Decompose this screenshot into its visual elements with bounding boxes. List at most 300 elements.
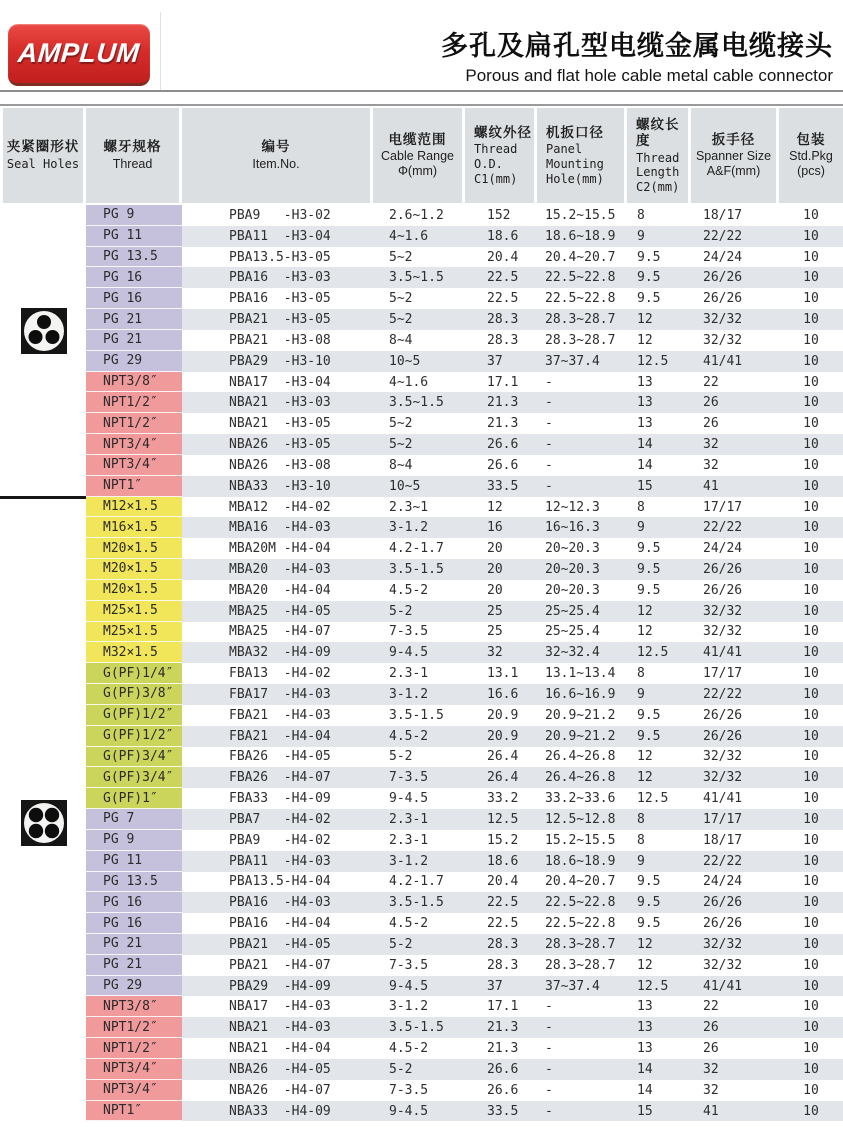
spanner-size-cell: 22/22	[703, 228, 743, 244]
std-pkg-cell: 10	[803, 916, 819, 932]
std-pkg-cell: 10	[803, 437, 819, 453]
table-row	[86, 455, 843, 476]
cable-range-cell: 7-3.5	[389, 1082, 429, 1098]
std-pkg-cell: 10	[803, 561, 819, 577]
std-pkg-cell: 10	[803, 957, 819, 973]
thread-od-cell: 20.4	[487, 249, 519, 265]
table-row	[86, 976, 843, 997]
std-pkg-cell: 10	[803, 1103, 819, 1119]
thread-spec-cell: PG 13.5	[86, 872, 182, 893]
item-no-cell: FBA13 -H4-02	[229, 666, 331, 682]
column-header-en: Thread	[636, 150, 680, 165]
thread-length-cell: 13	[637, 416, 653, 432]
item-no-cell: PBA16 -H4-03	[229, 895, 331, 911]
thread-length-cell: 13	[637, 999, 653, 1015]
thread-spec-cell: G(PF)1/4″	[86, 663, 182, 684]
item-no-cell: PBA9 -H3-02	[229, 207, 331, 223]
spanner-size-cell: 24/24	[703, 541, 743, 557]
panel-hole-cell: 15.2~15.5	[545, 207, 616, 223]
spanner-size-cell: 22/22	[703, 520, 743, 536]
panel-hole-cell: 18.6~18.9	[545, 853, 616, 869]
thread-od-cell: 18.6	[487, 228, 519, 244]
cable-range-cell: 5~2	[389, 312, 413, 328]
page-titles	[441, 24, 833, 86]
table-row	[86, 517, 843, 538]
panel-hole-cell: -	[545, 395, 553, 411]
thread-length-cell: 12.5	[637, 978, 669, 994]
cable-range-cell: 3-1.2	[389, 853, 429, 869]
thread-spec-cell: PG 16	[86, 913, 182, 934]
std-pkg-cell: 10	[803, 416, 819, 432]
panel-hole-cell: 12.5~12.8	[545, 811, 616, 827]
thread-length-cell: 12	[637, 312, 653, 328]
std-pkg-cell: 10	[803, 874, 819, 890]
thread-od-cell: 12	[487, 499, 503, 515]
thread-od-cell: 26.4	[487, 770, 519, 786]
thread-od-cell: 13.1	[487, 666, 519, 682]
table-row	[86, 830, 843, 851]
table-row	[86, 705, 843, 726]
table-row	[86, 413, 843, 434]
thread-spec-cell: PG 21	[86, 330, 182, 351]
item-no-cell: PBA13.5-H4-04	[229, 874, 331, 890]
thread-od-cell: 28.3	[487, 936, 519, 952]
thread-spec-cell: M25×1.5	[86, 601, 182, 622]
spanner-size-cell: 32/32	[703, 936, 743, 952]
column-header-en: Φ(mm)	[397, 164, 438, 179]
thread-od-cell: 28.3	[487, 312, 519, 328]
column-header-en: Panel	[546, 142, 583, 157]
cable-range-cell: 10~5	[389, 478, 421, 494]
thread-length-cell: 9.5	[637, 561, 661, 577]
std-pkg-cell: 10	[803, 457, 819, 473]
column-header-5	[537, 108, 627, 203]
item-no-cell: NBA26 -H3-05	[229, 437, 331, 453]
thread-spec-cell: PG 11	[86, 226, 182, 247]
spanner-size-cell: 32/32	[703, 770, 743, 786]
column-header-en: C2(mm)	[636, 179, 680, 194]
panel-hole-cell: 20.9~21.2	[545, 707, 616, 723]
seal-4-hole-icon	[21, 800, 67, 846]
item-no-cell: PBA29 -H3-10	[229, 353, 331, 369]
thread-spec-cell: G(PF)3/4″	[86, 747, 182, 768]
std-pkg-cell: 10	[803, 832, 819, 848]
thread-length-cell: 9.5	[637, 249, 661, 265]
cable-range-cell: 5~2	[389, 249, 413, 265]
thread-spec-cell: NPT3/4″	[86, 434, 182, 455]
item-no-cell: FBA21 -H4-04	[229, 728, 331, 744]
cable-range-cell: 4.5-2	[389, 1041, 429, 1057]
column-header-2	[182, 108, 373, 203]
cable-range-cell: 3-1.2	[389, 520, 429, 536]
spanner-size-cell: 22/22	[703, 853, 743, 869]
table-row	[86, 996, 843, 1017]
column-header-en: C1(mm)	[474, 171, 518, 186]
item-no-cell: MBA25 -H4-05	[229, 603, 331, 619]
table-row	[86, 497, 843, 518]
std-pkg-cell: 10	[803, 1020, 819, 1036]
table-row	[86, 476, 843, 497]
thread-spec-cell: PG 21	[86, 955, 182, 976]
item-no-cell: FBA17 -H4-03	[229, 686, 331, 702]
product-table	[0, 205, 843, 1123]
column-header-en: Thread	[112, 156, 153, 171]
table-header-row	[0, 108, 843, 203]
thread-od-cell: 33.5	[487, 478, 519, 494]
cable-range-cell: 7-3.5	[389, 624, 429, 640]
thread-od-cell: 22.5	[487, 270, 519, 286]
thread-length-cell: 12	[637, 957, 653, 973]
thread-length-cell: 12	[637, 770, 653, 786]
column-header-en: A&F(mm)	[706, 164, 761, 179]
std-pkg-cell: 10	[803, 1082, 819, 1098]
cable-range-cell: 4~1.6	[389, 374, 429, 390]
panel-hole-cell: 28.3~28.7	[545, 312, 616, 328]
panel-hole-cell: 26.4~26.8	[545, 749, 616, 765]
thread-od-cell: 26.6	[487, 1082, 519, 1098]
panel-hole-cell: 22.5~22.8	[545, 291, 616, 307]
column-header-en: Thread	[474, 142, 518, 157]
std-pkg-cell: 10	[803, 603, 819, 619]
thread-spec-cell: NPT3/8″	[86, 996, 182, 1017]
cable-range-cell: 8~4	[389, 332, 413, 348]
std-pkg-cell: 10	[803, 249, 819, 265]
thread-length-cell: 13	[637, 374, 653, 390]
spanner-size-cell: 41/41	[703, 791, 743, 807]
table-body	[86, 205, 843, 1121]
table-row	[86, 247, 843, 268]
thread-length-cell: 9.5	[637, 707, 661, 723]
panel-hole-cell: -	[545, 416, 553, 432]
item-no-cell: NBA26 -H4-07	[229, 1082, 331, 1098]
std-pkg-cell: 10	[803, 749, 819, 765]
column-header-en: (pcs)	[797, 164, 825, 179]
table-row	[86, 1038, 843, 1059]
thread-length-cell: 13	[637, 1020, 653, 1036]
amplum-logo-text: AMPLUM	[16, 38, 142, 68]
std-pkg-cell: 10	[803, 999, 819, 1015]
cable-range-cell: 3.5~1.5	[389, 395, 444, 411]
panel-hole-cell: -	[545, 1103, 553, 1119]
column-header-1	[86, 108, 182, 203]
column-header-6	[627, 108, 691, 203]
table-row	[86, 1059, 843, 1080]
cable-range-cell: 5-2	[389, 936, 413, 952]
item-no-cell: NBA26 -H3-08	[229, 457, 331, 473]
spanner-size-cell: 26	[703, 1020, 719, 1036]
panel-hole-cell: 20~20.3	[545, 541, 600, 557]
spanner-size-cell: 24/24	[703, 874, 743, 890]
thread-od-cell: 21.3	[487, 395, 519, 411]
thread-length-cell: 12.5	[637, 791, 669, 807]
column-header-zh: 包装	[796, 131, 826, 147]
spanner-size-cell: 26/26	[703, 728, 743, 744]
thread-length-cell: 9.5	[637, 895, 661, 911]
item-no-cell: PBA16 -H3-05	[229, 291, 331, 307]
thread-od-cell: 21.3	[487, 1041, 519, 1057]
thread-length-cell: 14	[637, 1061, 653, 1077]
item-no-cell: NBA17 -H4-03	[229, 999, 331, 1015]
table-row	[86, 1080, 843, 1101]
thread-spec-cell: NPT3/4″	[86, 1059, 182, 1080]
thread-spec-cell: G(PF)1/2″	[86, 705, 182, 726]
thread-od-cell: 32	[487, 645, 503, 661]
cable-range-cell: 4~1.6	[389, 228, 429, 244]
thread-od-cell: 37	[487, 978, 503, 994]
panel-hole-cell: 37~37.4	[545, 978, 600, 994]
item-no-cell: FBA21 -H4-03	[229, 707, 331, 723]
panel-hole-cell: 20.4~20.7	[545, 874, 616, 890]
seal-3-hole-icon	[21, 308, 67, 354]
thread-od-cell: 33.5	[487, 1103, 519, 1119]
std-pkg-cell: 10	[803, 791, 819, 807]
panel-hole-cell: -	[545, 437, 553, 453]
panel-hole-cell: -	[545, 999, 553, 1015]
spanner-size-cell: 32/32	[703, 312, 743, 328]
panel-hole-cell: 22.5~22.8	[545, 916, 616, 932]
thread-od-cell: 20	[487, 561, 503, 577]
cable-range-cell: 7-3.5	[389, 770, 429, 786]
thread-od-cell: 25	[487, 624, 503, 640]
std-pkg-cell: 10	[803, 541, 819, 557]
spanner-size-cell: 26	[703, 1041, 719, 1057]
thread-length-cell: 9	[637, 520, 645, 536]
std-pkg-cell: 10	[803, 332, 819, 348]
table-row	[86, 955, 843, 976]
std-pkg-cell: 10	[803, 686, 819, 702]
thread-spec-cell: NPT1/2″	[86, 413, 182, 434]
thread-od-cell: 17.1	[487, 374, 519, 390]
std-pkg-cell: 10	[803, 728, 819, 744]
item-no-cell: NBA21 -H4-03	[229, 1020, 331, 1036]
table-row	[86, 872, 843, 893]
panel-hole-cell: 22.5~22.8	[545, 270, 616, 286]
thread-length-cell: 8	[637, 832, 645, 848]
spanner-size-cell: 41	[703, 1103, 719, 1119]
thread-od-cell: 15.2	[487, 832, 519, 848]
thread-spec-cell: G(PF)1/2″	[86, 726, 182, 747]
item-no-cell: NBA21 -H4-04	[229, 1041, 331, 1057]
item-no-cell: PBA21 -H3-08	[229, 332, 331, 348]
thread-od-cell: 22.5	[487, 916, 519, 932]
cable-range-cell: 3.5-1.5	[389, 561, 444, 577]
table-row	[86, 434, 843, 455]
column-header-en: Mounting	[546, 156, 604, 171]
column-header-en: Seal Holes	[6, 156, 80, 171]
panel-hole-cell: -	[545, 1061, 553, 1077]
std-pkg-cell: 10	[803, 707, 819, 723]
thread-spec-cell: PG 16	[86, 267, 182, 288]
table-row	[86, 559, 843, 580]
panel-hole-cell: 15.2~15.5	[545, 832, 616, 848]
table-row	[86, 205, 843, 226]
table-row	[86, 851, 843, 872]
cable-range-cell: 5~2	[389, 437, 413, 453]
item-no-cell: MBA12 -H4-02	[229, 499, 331, 515]
thread-length-cell: 8	[637, 207, 645, 223]
panel-hole-cell: 22.5~22.8	[545, 895, 616, 911]
std-pkg-cell: 10	[803, 207, 819, 223]
column-header-en: Spanner Size	[695, 148, 772, 163]
cable-range-cell: 5~2	[389, 291, 413, 307]
thread-length-cell: 9	[637, 228, 645, 244]
panel-hole-cell: -	[545, 374, 553, 390]
panel-hole-cell: 20.9~21.2	[545, 728, 616, 744]
table-row	[86, 309, 843, 330]
table-row	[86, 330, 843, 351]
seal-group-divider	[0, 496, 86, 499]
spanner-size-cell: 26/26	[703, 291, 743, 307]
thread-length-cell: 9.5	[637, 728, 661, 744]
table-row	[86, 580, 843, 601]
spanner-size-cell: 32	[703, 437, 719, 453]
thread-spec-cell: PG 13.5	[86, 247, 182, 268]
item-no-cell: NBA33 -H4-09	[229, 1103, 331, 1119]
cable-range-cell: 3.5-1.5	[389, 895, 444, 911]
spanner-size-cell: 41/41	[703, 645, 743, 661]
cable-range-cell: 4.5-2	[389, 728, 429, 744]
spanner-size-cell: 32/32	[703, 624, 743, 640]
panel-hole-cell: 37~37.4	[545, 353, 600, 369]
spanner-size-cell: 22	[703, 999, 719, 1015]
thread-od-cell: 18.6	[487, 853, 519, 869]
thread-spec-cell: M25×1.5	[86, 622, 182, 643]
thread-spec-cell: NPT3/8″	[86, 372, 182, 393]
spanner-size-cell: 32/32	[703, 332, 743, 348]
thread-length-cell: 9.5	[637, 541, 661, 557]
column-header-3	[373, 108, 465, 203]
item-no-cell: PBA11 -H4-03	[229, 853, 331, 869]
thread-spec-cell: NPT1/2″	[86, 1017, 182, 1038]
thread-length-cell: 12	[637, 332, 653, 348]
spanner-size-cell: 18/17	[703, 207, 743, 223]
thread-od-cell: 21.3	[487, 1020, 519, 1036]
panel-hole-cell: 26.4~26.8	[545, 770, 616, 786]
column-header-zh: 机扳口径	[546, 124, 604, 140]
std-pkg-cell: 10	[803, 520, 819, 536]
table-row	[86, 934, 843, 955]
thread-od-cell: 33.2	[487, 791, 519, 807]
thread-length-cell: 15	[637, 1103, 653, 1119]
thread-spec-cell: M20×1.5	[86, 538, 182, 559]
table-row	[86, 809, 843, 830]
spanner-size-cell: 32	[703, 1061, 719, 1077]
std-pkg-cell: 10	[803, 478, 819, 494]
table-row	[86, 351, 843, 372]
std-pkg-cell: 10	[803, 353, 819, 369]
panel-hole-cell: -	[545, 1082, 553, 1098]
thread-spec-cell: NPT3/4″	[86, 1080, 182, 1101]
thread-od-cell: 26.6	[487, 457, 519, 473]
spanner-size-cell: 41/41	[703, 353, 743, 369]
item-no-cell: PBA21 -H4-05	[229, 936, 331, 952]
item-no-cell: PBA16 -H4-04	[229, 916, 331, 932]
spanner-size-cell: 26/26	[703, 707, 743, 723]
column-header-zh: 螺纹外径	[474, 124, 532, 140]
item-no-cell: NBA26 -H4-05	[229, 1061, 331, 1077]
spanner-size-cell: 32	[703, 457, 719, 473]
thread-spec-cell: M16×1.5	[86, 517, 182, 538]
thread-length-cell: 9	[637, 686, 645, 702]
column-header-en: Length	[636, 165, 680, 180]
cable-range-cell: 9-4.5	[389, 791, 429, 807]
std-pkg-cell: 10	[803, 1061, 819, 1077]
thread-spec-cell: PG 16	[86, 892, 182, 913]
thread-od-cell: 21.3	[487, 416, 519, 432]
panel-hole-cell: -	[545, 1041, 553, 1057]
item-no-cell: MBA16 -H4-03	[229, 520, 331, 536]
thread-length-cell: 12	[637, 624, 653, 640]
item-no-cell: PBA7 -H4-02	[229, 811, 331, 827]
column-header-zh: 扳手径	[711, 131, 756, 147]
cable-range-cell: 4.5-2	[389, 582, 429, 598]
item-no-cell: PBA9 -H4-02	[229, 832, 331, 848]
column-header-0	[0, 108, 86, 203]
thread-length-cell: 8	[637, 499, 645, 515]
thread-od-cell: 26.6	[487, 1061, 519, 1077]
table-row	[86, 267, 843, 288]
item-no-cell: NBA33 -H3-10	[229, 478, 331, 494]
item-no-cell: MBA32 -H4-09	[229, 645, 331, 661]
column-header-en: Hole(mm)	[546, 171, 604, 186]
std-pkg-cell: 10	[803, 228, 819, 244]
thread-od-cell: 37	[487, 353, 503, 369]
std-pkg-cell: 10	[803, 374, 819, 390]
std-pkg-cell: 10	[803, 770, 819, 786]
table-row	[86, 622, 843, 643]
table-row	[86, 892, 843, 913]
page-title-en: Porous and flat hole cable metal cable connector	[465, 66, 833, 85]
item-no-cell: MBA20 -H4-03	[229, 561, 331, 577]
thread-length-cell: 8	[637, 811, 645, 827]
spanner-size-cell: 17/17	[703, 811, 743, 827]
panel-hole-cell: 32~32.4	[545, 645, 600, 661]
item-no-cell: PBA21 -H4-07	[229, 957, 331, 973]
column-header-zh: 电缆范围	[388, 131, 447, 147]
thread-od-cell: 22.5	[487, 291, 519, 307]
cable-range-cell: 3-1.2	[389, 999, 429, 1015]
column-header-en: Cable Range	[381, 148, 454, 163]
thread-od-cell: 20	[487, 541, 503, 557]
cable-range-cell: 10~5	[389, 353, 421, 369]
thread-spec-cell: M12×1.5	[86, 497, 182, 518]
item-no-cell: PBA29 -H4-09	[229, 978, 331, 994]
thread-spec-cell: NPT1″	[86, 476, 182, 497]
table-row	[86, 747, 843, 768]
cable-range-cell: 9-4.5	[389, 1103, 429, 1119]
cable-range-cell: 3.5~1.5	[389, 270, 444, 286]
table-row	[86, 601, 843, 622]
thread-length-cell: 13	[637, 1041, 653, 1057]
column-header-en: O.D.	[474, 156, 503, 171]
thread-od-cell: 25	[487, 603, 503, 619]
column-header-zh: 夹紧圈形状	[6, 139, 80, 155]
spanner-size-cell: 32/32	[703, 957, 743, 973]
thread-spec-cell: M20×1.5	[86, 580, 182, 601]
spanner-size-cell: 22	[703, 374, 719, 390]
thread-length-cell: 14	[637, 1082, 653, 1098]
std-pkg-cell: 10	[803, 395, 819, 411]
thread-spec-cell: PG 29	[86, 351, 182, 372]
thread-od-cell: 152	[487, 207, 511, 223]
table-row	[86, 226, 843, 247]
thread-spec-cell: NPT1/2″	[86, 1038, 182, 1059]
spanner-size-cell: 26	[703, 416, 719, 432]
spanner-size-cell: 26/26	[703, 895, 743, 911]
thread-od-cell: 20.4	[487, 874, 519, 890]
thread-od-cell: 16	[487, 520, 503, 536]
panel-hole-cell: 25~25.4	[545, 624, 600, 640]
